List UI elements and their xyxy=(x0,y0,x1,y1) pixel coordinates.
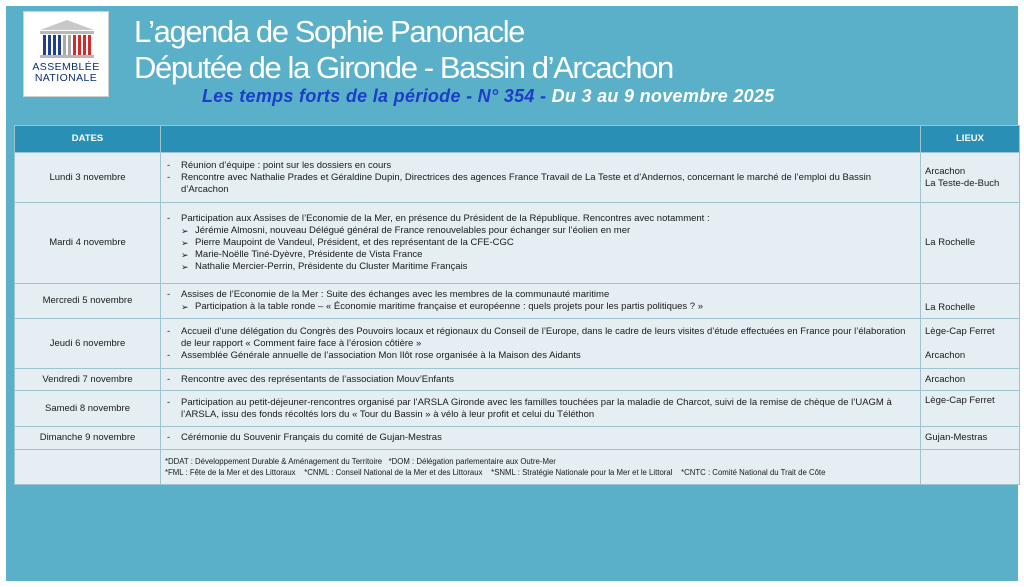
event-item xyxy=(165,374,916,386)
arrow-right-icon: ➢ xyxy=(181,262,189,272)
dash-bullet: - xyxy=(167,432,171,443)
agenda-table xyxy=(14,125,1020,485)
page-title-line-2: Députée de la Gironde - Bassin d’Arcachon xyxy=(134,50,673,85)
hemicycle-icon xyxy=(36,18,98,60)
event-item xyxy=(165,172,916,196)
event-text: Assemblée Générale annuelle de l’association Mon Ilôt rose organisée à la Maison des Aidants xyxy=(181,349,581,361)
lieu: Arcachon xyxy=(925,373,966,385)
event-text: Réunion d’équipe : point sur les dossiers en cours xyxy=(181,159,392,171)
dash-bullet: - xyxy=(167,325,171,337)
arrow-right-icon: ➢ xyxy=(181,238,189,248)
event-item xyxy=(165,350,916,362)
column-header-description xyxy=(161,126,921,153)
notes-line-2: *FML : Fête de la Mer et des Littoraux *CNML : Conseil National de la Mer et des Littoraux *SNML : Stratégie Nationale pour la Mer et le Littoral *CNTC : Comité National du Trait de Côte xyxy=(165,468,826,477)
subtitle-period: Du 3 au 9 novembre 2025 xyxy=(551,86,775,106)
logo-line-2: NATIONALE xyxy=(34,72,98,84)
lieu: La Rochelle xyxy=(925,237,976,248)
row-lieux xyxy=(921,153,1020,203)
row-date: Vendredi 7 novembre xyxy=(15,369,161,391)
table-row xyxy=(15,153,1020,203)
event-text: Assises de l’Economie de la Mer : Suite des échanges avec les membres de la communauté maritime xyxy=(181,289,610,300)
sub-item xyxy=(165,301,916,313)
row-date: Samedi 8 novembre xyxy=(15,391,161,427)
table-row xyxy=(15,284,1020,319)
assemblee-nationale-logo xyxy=(23,11,109,97)
notes-row xyxy=(15,450,1020,485)
row-date: Mercredi 5 novembre xyxy=(15,284,161,319)
event-item xyxy=(165,397,916,421)
notes-empty-cell xyxy=(15,450,161,485)
subtitle-issue: Les temps forts de la période - N° 354 - xyxy=(202,86,552,106)
sub-text: Jérémie Almosni, nouveau Délégué général de France renouvelables pour échanger sur l’éolien en mer xyxy=(195,225,631,236)
row-events xyxy=(161,319,921,369)
row-lieux xyxy=(921,391,1020,427)
table-row xyxy=(15,203,1020,284)
row-lieux xyxy=(921,319,1020,369)
notes-empty-cell xyxy=(921,450,1020,485)
row-date: Lundi 3 novembre xyxy=(15,153,161,203)
row-events xyxy=(161,391,921,427)
row-events xyxy=(161,427,921,450)
abbreviations-notes xyxy=(161,450,921,485)
arrow-right-icon: ➢ xyxy=(181,302,189,312)
row-date: Dimanche 9 novembre xyxy=(15,427,161,450)
column-header-dates: DATES xyxy=(15,126,161,153)
table-row xyxy=(15,369,1020,391)
event-text: Cérémonie du Souvenir Français du comité de Gujan-Mestras xyxy=(181,432,442,443)
row-events xyxy=(161,153,921,203)
row-date: Jeudi 6 novembre xyxy=(15,319,161,369)
sub-item xyxy=(165,249,916,261)
event-text: Participation au petit-déjeuner-rencontres organisé par l’ARSLA Gironde avec les familles touchées par la maladie de Charcot, suivi de la remise de chèque de l’UAGM à l’ARSLA, issu des fonds récoltés lors du « Tour du Bassin » à vélo à leur profit et celui du Téléthon xyxy=(181,396,892,420)
dash-bullet: - xyxy=(167,159,171,171)
lieu: Lège-Cap Ferret xyxy=(925,395,995,406)
table-row xyxy=(15,391,1020,427)
lieu: Arcachon xyxy=(925,349,966,361)
dash-bullet: - xyxy=(167,289,171,300)
lieu: Arcachon xyxy=(925,165,966,177)
row-events xyxy=(161,369,921,391)
dash-bullet: - xyxy=(167,349,171,361)
page-title-line-1: L’agenda de Sophie Panonacle xyxy=(134,14,525,49)
table-row xyxy=(15,319,1020,369)
sub-text: Nathalie Mercier-Perrin, Présidente du Cluster Maritime Français xyxy=(195,261,468,272)
page-frame xyxy=(6,6,1018,581)
event-item xyxy=(165,160,916,172)
event-item xyxy=(165,326,916,350)
table-header-row xyxy=(15,126,1020,153)
row-lieux xyxy=(921,203,1020,284)
logo-line-1: ASSEMBLÉE xyxy=(32,61,100,73)
event-item xyxy=(165,289,916,301)
row-events xyxy=(161,284,921,319)
row-lieux xyxy=(921,369,1020,391)
event-text: Rencontre avec Nathalie Prades et Géraldine Dupin, Directrices des agences France Travail de La Teste et d’Andernos, concernant le marché de l’emploi du Bassin d’Arcachon xyxy=(181,171,872,195)
lieu: Gujan-Mestras xyxy=(925,432,988,443)
event-text: Accueil d’une délégation du Congrès des Pouvoirs locaux et régionaux du Conseil de l’Europe, dans le cadre de leurs visites d’étude effectuées en France pour l’élaboration de leur rapport « Comment faire face à l’érosion côtière » xyxy=(181,325,906,349)
row-events xyxy=(161,203,921,284)
dash-bullet: - xyxy=(167,213,171,224)
notes-line-1: *DDAT : Développement Durable & Aménagement du Territoire *DOM : Délégation parlementaire aux Outre-Mer xyxy=(165,457,556,466)
arrow-right-icon: ➢ xyxy=(181,250,189,260)
sub-item xyxy=(165,237,916,249)
page-subtitle xyxy=(202,86,775,107)
lieu: Lège-Cap Ferret xyxy=(925,325,995,337)
table-row xyxy=(15,427,1020,450)
lieu: La Rochelle xyxy=(925,302,976,313)
event-item xyxy=(165,213,916,225)
dash-bullet: - xyxy=(167,396,171,408)
sub-text: Participation à la table ronde – « Économie maritime française et européenne : quels projets pour les partis politiques ? » xyxy=(195,301,704,312)
dash-bullet: - xyxy=(167,373,171,385)
event-text: Participation aux Assises de l’Economie de la Mer, en présence du Président de la République. Rencontres avec notamment : xyxy=(181,213,710,224)
column-header-lieux: LIEUX xyxy=(921,126,1020,153)
event-text: Rencontre avec des représentants de l’association Mouv’Enfants xyxy=(181,373,455,385)
row-lieux xyxy=(921,427,1020,450)
event-item xyxy=(165,432,916,444)
sub-text: Marie-Noëlle Tiné-Dyèvre, Présidente de Vista France xyxy=(195,249,423,260)
sub-item xyxy=(165,225,916,237)
lieu: La Teste-de-Buch xyxy=(925,177,1000,189)
dash-bullet: - xyxy=(167,171,171,183)
logo-text xyxy=(24,62,108,84)
sub-text: Pierre Maupoint de Vandeul, Président, et des représentant de la CFE-CGC xyxy=(195,237,514,248)
row-lieux xyxy=(921,284,1020,319)
arrow-right-icon: ➢ xyxy=(181,226,189,236)
sub-item xyxy=(165,261,916,273)
row-date: Mardi 4 novembre xyxy=(15,203,161,284)
